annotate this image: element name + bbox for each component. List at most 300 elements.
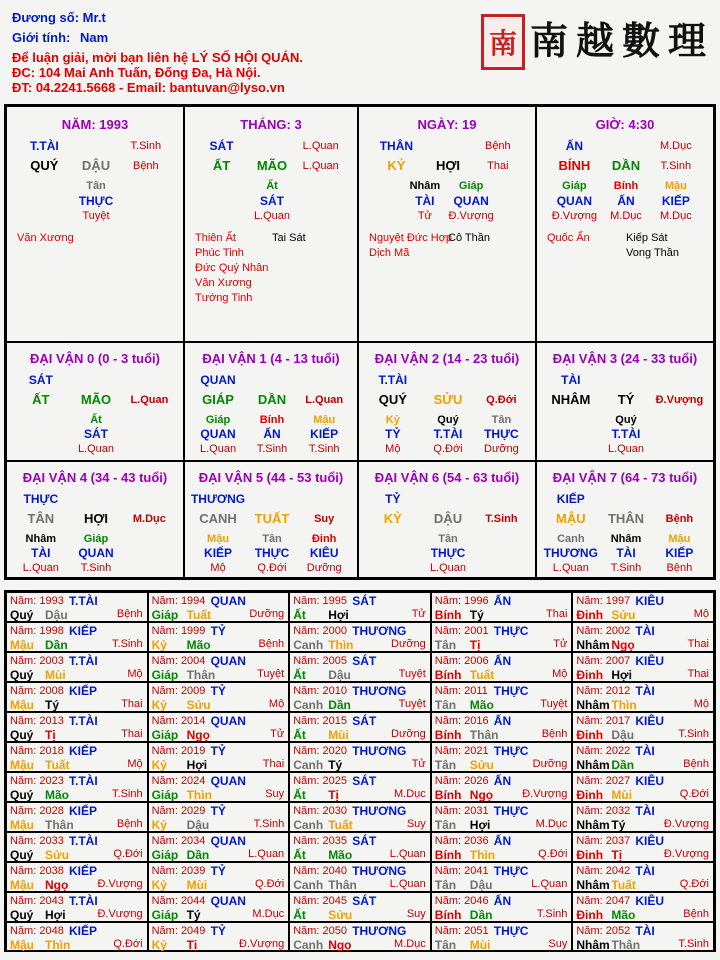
hidden-god: TÀI <box>616 546 636 560</box>
year-prefix: Năm: <box>10 865 40 877</box>
dai-van-title: ĐẠI VẬN 2 (14 - 23 tuổi) <box>374 351 520 366</box>
year-stage: Thai <box>687 638 709 650</box>
pillar-branch: HỢI <box>435 158 461 173</box>
year-branch: Thìn <box>186 788 212 802</box>
pillar-stem-god: ẤN <box>565 139 584 153</box>
year-branch: Sửu <box>45 848 70 862</box>
year-stem: Quý <box>10 908 34 922</box>
year-branch: Dậu <box>469 878 493 892</box>
year-number: 2043 <box>39 895 64 907</box>
year-stage: Tuyệt <box>257 668 285 680</box>
year-branch: Tý <box>469 608 484 622</box>
year-stage: M.Dục <box>394 938 426 950</box>
year-branch: Mão <box>328 848 353 862</box>
year-stage: Tuyệt <box>398 698 426 710</box>
hidden-stem: Bính <box>613 180 639 192</box>
year-branch: Tị <box>469 638 481 652</box>
year-branch: Thân <box>45 818 74 832</box>
year-stage: L.Quan <box>389 848 426 860</box>
year-stage: Mộ <box>127 758 143 770</box>
year-god: THỰC <box>493 744 529 758</box>
year-cell <box>431 742 573 772</box>
year-label <box>10 625 64 637</box>
year-prefix: Năm: <box>10 835 40 847</box>
year-god: THỰC <box>493 624 529 638</box>
year-cell <box>6 832 148 862</box>
year-number: 2042 <box>605 865 631 877</box>
year-stem: Giáp <box>151 728 179 742</box>
year-branch: Tý <box>45 698 60 712</box>
year-stem: Nhâm <box>576 638 610 652</box>
year-number: 2036 <box>464 835 489 847</box>
seal-logo <box>481 14 525 70</box>
year-stem: Canh <box>293 818 324 832</box>
year-god: QUAN <box>210 654 246 668</box>
year-stage: M.Dục <box>252 908 285 920</box>
year-god: QUAN <box>210 774 246 788</box>
year-god: QUAN <box>210 594 246 608</box>
star-inauspicious: Vong Thần <box>626 247 680 259</box>
dai-van-branch: HỢI <box>83 511 109 526</box>
year-branch: Tý <box>186 908 201 922</box>
year-god: KIÊU <box>635 714 665 728</box>
year-stage: Đ.Vượng <box>97 908 143 920</box>
year-branch: Tị <box>45 728 56 742</box>
pillar-stem: QUÝ <box>30 158 59 173</box>
dai-van-0 <box>6 342 184 461</box>
star-auspicious: Thiên Ất <box>195 232 236 244</box>
year-stage: Dưỡng <box>532 758 568 770</box>
year-prefix: Năm: <box>151 895 181 907</box>
year-cell <box>572 592 714 622</box>
year-prefix: Năm: <box>293 775 323 787</box>
year-cell <box>148 622 290 652</box>
year-label <box>435 655 489 667</box>
year-label <box>576 715 630 727</box>
pillar-title: NGÀY: 19 <box>417 117 477 132</box>
year-cell <box>148 652 290 682</box>
year-stem: Đinh <box>576 788 604 802</box>
year-label <box>293 805 347 817</box>
hidden-stage: L.Quan <box>552 562 589 574</box>
year-stem: Đinh <box>576 848 604 862</box>
year-prefix: Năm: <box>293 895 323 907</box>
year-god: TỶ <box>210 924 226 938</box>
year-cell <box>148 712 290 742</box>
year-stage: Mộ <box>693 608 709 620</box>
pillar-branch: DẬU <box>81 158 111 173</box>
hidden-stem: Nhâm <box>610 533 642 545</box>
year-number: 2040 <box>322 865 348 877</box>
year-label <box>293 895 347 907</box>
year-label <box>10 775 64 787</box>
year-stem: Tân <box>434 938 457 952</box>
year-label <box>435 775 489 787</box>
hidden-stem: Tân <box>438 533 458 545</box>
year-prefix: Năm: <box>434 775 465 787</box>
year-prefix: Năm: <box>434 865 465 877</box>
year-stage: Tử <box>553 638 568 650</box>
year-label <box>435 925 489 937</box>
year-prefix: Năm: <box>576 835 606 847</box>
year-number: 2047 <box>605 895 631 907</box>
year-cell <box>6 712 148 742</box>
year-number: 2027 <box>605 775 631 787</box>
year-prefix: Năm: <box>434 625 465 637</box>
year-cell <box>431 862 573 892</box>
year-stem: Canh <box>293 878 324 892</box>
pillar-3 <box>536 106 714 342</box>
year-stage: T.Sinh <box>112 638 143 650</box>
year-cell <box>289 802 431 832</box>
year-prefix: Năm: <box>10 715 40 727</box>
year-stem: Ất <box>293 848 306 862</box>
year-stage: Bệnh <box>683 908 709 920</box>
dai-van-title: ĐẠI VẬN 0 (0 - 3 tuổi) <box>29 351 160 366</box>
hidden-stem: Tân <box>262 533 282 545</box>
year-stage: Suy <box>406 818 426 830</box>
year-number: 2033 <box>39 835 64 847</box>
year-prefix: Năm: <box>434 595 465 607</box>
year-number: 2051 <box>464 925 489 937</box>
year-cell <box>6 592 148 622</box>
hidden-god: KIẾP <box>310 427 339 441</box>
year-stage: L.Quan <box>248 848 285 860</box>
dai-van-god: KIẾP <box>556 492 585 506</box>
year-stage: T.Sinh <box>112 788 143 800</box>
dai-van-title: ĐẠI VẬN 4 (34 - 43 tuổi) <box>22 470 168 485</box>
year-cell <box>148 592 290 622</box>
year-stem: Ất <box>293 668 306 682</box>
hidden-god: THƯƠNG <box>543 546 598 560</box>
year-stage: Bệnh <box>258 638 285 650</box>
year-label <box>10 685 64 697</box>
year-god: ẤN <box>493 894 512 908</box>
hidden-stem: Ất <box>266 180 278 192</box>
year-god: THƯƠNG <box>352 804 407 818</box>
year-god: TÀI <box>635 744 655 758</box>
year-prefix: Năm: <box>151 835 181 847</box>
year-stage: Đ.Vượng <box>522 788 568 800</box>
year-number: 2003 <box>39 655 64 667</box>
year-label <box>10 925 64 937</box>
year-god: KIẾP <box>69 744 98 758</box>
year-stem: Mậu <box>10 818 34 832</box>
year-number: 2002 <box>605 625 631 637</box>
year-number: 2006 <box>464 655 489 667</box>
year-stage: Mộ <box>127 668 143 680</box>
year-branch: Ngọ <box>611 638 635 652</box>
year-god: TÀI <box>635 804 655 818</box>
dai-van-stage: Suy <box>314 513 335 525</box>
year-label <box>10 835 64 847</box>
year-god: QUAN <box>210 894 246 908</box>
year-cell <box>572 862 714 892</box>
dai-van-stem: GIÁP <box>202 392 234 407</box>
hidden-stem: Kỷ <box>385 414 400 426</box>
year-cell <box>431 712 573 742</box>
year-branch: Tuất <box>469 668 495 682</box>
year-stage: Thai <box>687 668 709 680</box>
pillar-stem-god: SÁT <box>209 139 234 153</box>
year-number: 2037 <box>605 835 631 847</box>
year-label <box>152 865 206 877</box>
dai-van-5 <box>184 461 358 578</box>
year-stem: Quý <box>10 668 34 682</box>
year-cell <box>289 592 431 622</box>
year-label <box>576 685 630 697</box>
year-cell <box>431 652 573 682</box>
year-label <box>576 895 630 907</box>
year-stem: Mậu <box>10 938 34 952</box>
year-branch: Dần <box>186 848 210 862</box>
year-branch: Tuất <box>45 758 70 772</box>
year-label <box>435 715 489 727</box>
year-branch: Thìn <box>328 638 354 652</box>
year-stem: Canh <box>293 938 324 952</box>
year-god: ẤN <box>493 714 512 728</box>
year-number: 2017 <box>605 715 631 727</box>
hidden-stage: Dưỡng <box>484 443 519 455</box>
year-stage: Dưỡng <box>249 608 285 620</box>
pillar-branch-stage: Thai <box>487 160 509 172</box>
pillar-branch: MÃO <box>256 158 288 173</box>
year-prefix: Năm: <box>576 625 606 637</box>
hidden-stage: L.Quan <box>22 562 59 574</box>
dai-van-2 <box>358 342 536 461</box>
hidden-god: KIÊU <box>309 546 339 560</box>
hidden-god: KIẾP <box>665 546 694 560</box>
year-stem: Tân <box>434 818 457 832</box>
year-cell <box>572 622 714 652</box>
hidden-stem: Giáp <box>205 414 231 426</box>
dai-van-god: THƯƠNG <box>190 492 246 506</box>
year-god: ẤN <box>493 774 512 788</box>
year-stem: Đinh <box>576 908 604 922</box>
pillar-branch-stage: Bệnh <box>132 160 159 172</box>
pillar-stem-stage: L.Quan <box>302 140 339 152</box>
year-god: THỰC <box>493 804 529 818</box>
hidden-stage: L.Quan <box>200 443 237 455</box>
hidden-god: T.TÀI <box>433 427 463 441</box>
year-prefix: Năm: <box>10 655 40 667</box>
year-number: 2041 <box>464 865 489 877</box>
chart-grid <box>4 104 716 580</box>
year-prefix: Năm: <box>151 655 181 667</box>
year-branch: Mão <box>469 698 494 712</box>
year-stage: Dưỡng <box>391 638 426 650</box>
year-branch: Ngọ <box>328 938 352 952</box>
year-cell <box>289 742 431 772</box>
hidden-stage: Q.Đới <box>433 443 463 455</box>
year-prefix: Năm: <box>10 745 40 757</box>
hidden-stage: T.Sinh <box>610 562 642 574</box>
year-stem: Bính <box>434 788 462 802</box>
year-stem: Giáp <box>151 668 179 682</box>
year-branch: Mùi <box>45 668 66 682</box>
hidden-god: TÀI <box>415 194 435 208</box>
year-cell <box>431 832 573 862</box>
dai-van-stem: QUÝ <box>378 392 407 407</box>
year-branch: Hợi <box>611 668 632 682</box>
year-stem: Kỷ <box>151 698 167 712</box>
year-god: TỶ <box>210 624 226 638</box>
year-prefix: Năm: <box>434 925 465 937</box>
star-inauspicious: Kiếp Sát <box>626 232 668 244</box>
year-cell <box>289 652 431 682</box>
year-branch: Tý <box>611 818 626 832</box>
year-stage: M.Dục <box>535 818 568 830</box>
year-number: 2025 <box>322 775 348 787</box>
pillar-stem-stage: M.Dục <box>659 140 692 152</box>
hidden-god: ẤN <box>617 194 635 208</box>
year-stem: Canh <box>293 638 324 652</box>
star-auspicious: Văn Xương <box>195 277 252 289</box>
year-prefix: Năm: <box>293 655 323 667</box>
year-god: TỶ <box>210 864 226 878</box>
year-number: 2014 <box>180 715 206 727</box>
year-label <box>576 865 630 877</box>
year-god: THƯƠNG <box>352 924 407 938</box>
dai-van-3 <box>536 342 714 461</box>
dai-van-branch: MÃO <box>80 392 112 407</box>
year-stage: Q.Đới <box>679 788 709 800</box>
pillar-title: NĂM: 1993 <box>61 117 129 132</box>
year-stage: Mộ <box>693 698 709 710</box>
year-label <box>152 775 206 787</box>
star-auspicious: Đức Quý Nhân <box>195 262 269 274</box>
year-number: 2044 <box>180 895 206 907</box>
year-stage: Suy <box>548 938 568 950</box>
year-stem: Giáp <box>151 908 179 922</box>
year-label <box>152 655 206 667</box>
hidden-stage: T.Sinh <box>308 443 340 455</box>
dai-van-stem: TÂN <box>27 511 55 526</box>
gender-value: Nam <box>79 30 109 45</box>
year-label <box>293 865 347 877</box>
dai-van-stem: KỶ <box>383 511 402 526</box>
star-inauspicious: Tai Sát <box>272 232 306 244</box>
hidden-god: ẤN <box>263 427 281 441</box>
year-prefix: Năm: <box>576 655 606 667</box>
dai-van-stage: Q.Đới <box>486 394 517 406</box>
year-cell <box>289 622 431 652</box>
year-number: 2026 <box>464 775 489 787</box>
year-stage: Thai <box>121 728 143 740</box>
year-label <box>435 745 489 757</box>
year-label <box>10 715 64 727</box>
year-branch: Mão <box>186 638 211 652</box>
year-prefix: Năm: <box>151 865 181 877</box>
year-god: KIÊU <box>635 834 665 848</box>
year-number: 2005 <box>322 655 348 667</box>
year-branch: Sửu <box>186 698 211 712</box>
year-label <box>576 775 630 787</box>
owner-label: Đương số: <box>12 10 80 25</box>
year-stage: Tuyệt <box>398 668 426 680</box>
year-god: TỶ <box>210 684 226 698</box>
year-stage: Bệnh <box>116 608 143 620</box>
hidden-stem: Tân <box>86 180 106 192</box>
year-god: T.TÀI <box>69 774 98 788</box>
year-prefix: Năm: <box>576 685 606 697</box>
pillar-branch: DẦN <box>611 158 641 173</box>
year-cell <box>572 892 714 922</box>
year-branch: Sửu <box>328 908 353 922</box>
year-number: 2038 <box>39 865 64 877</box>
year-stage: L.Quan <box>389 878 426 890</box>
dai-van-title: ĐẠI VẬN 1 (4 - 13 tuổi) <box>202 351 340 366</box>
year-label <box>435 805 489 817</box>
year-cell <box>572 772 714 802</box>
year-number: 2004 <box>180 655 206 667</box>
year-branch: Hợi <box>328 608 349 622</box>
year-number: 2019 <box>180 745 206 757</box>
pillar-branch-stage: L.Quan <box>302 160 339 172</box>
year-god: ẤN <box>493 594 512 608</box>
hidden-stage: T.Sinh <box>256 443 288 455</box>
dai-van-title: ĐẠI VẬN 7 (64 - 73 tuổi) <box>552 470 698 485</box>
year-branch: Ngọ <box>45 878 69 892</box>
hidden-god: KIẾP <box>204 546 233 560</box>
year-number: 2020 <box>322 745 348 757</box>
hidden-stem: Giáp <box>562 180 587 192</box>
pillar-stem-stage: Bệnh <box>484 140 511 152</box>
hidden-stage: T.Sinh <box>80 562 112 574</box>
year-prefix: Năm: <box>293 835 323 847</box>
year-label <box>576 595 630 607</box>
star-auspicious: Phúc Tinh <box>195 247 244 259</box>
dai-van-god: THỰC <box>23 492 59 506</box>
year-cell <box>572 652 714 682</box>
year-branch: Mùi <box>469 938 491 952</box>
year-god: KIẾP <box>69 924 98 938</box>
year-cell <box>289 682 431 712</box>
year-label <box>10 895 64 907</box>
hidden-stem: Tân <box>491 414 512 426</box>
year-cell <box>431 922 573 952</box>
pillar-stem: BÍNH <box>558 158 591 173</box>
year-stage: T.Sinh <box>536 908 568 920</box>
year-label <box>152 625 206 637</box>
year-prefix: Năm: <box>10 925 40 937</box>
year-god: T.TÀI <box>69 894 98 908</box>
year-number: 2008 <box>39 685 64 697</box>
year-branch: Tý <box>328 758 343 772</box>
year-god: KIẾP <box>69 804 98 818</box>
year-stage: Q.Đới <box>113 938 143 950</box>
year-prefix: Năm: <box>151 805 181 817</box>
year-god: ẤN <box>493 834 512 848</box>
year-stem: Bính <box>434 728 462 742</box>
hidden-stem: Giáp <box>83 533 109 545</box>
year-prefix: Năm: <box>434 715 465 727</box>
year-label <box>576 625 630 637</box>
year-stem: Ất <box>293 788 306 802</box>
pillar-title: THÁNG: 3 <box>240 117 302 132</box>
year-number: 2030 <box>322 805 348 817</box>
hidden-god: TỶ <box>385 427 401 441</box>
year-number: 2024 <box>180 775 206 787</box>
year-prefix: Năm: <box>434 655 465 667</box>
year-stage: Tử <box>270 728 285 740</box>
year-number: 2001 <box>464 625 489 637</box>
year-number: 2052 <box>605 925 631 937</box>
dai-van-branch: TÝ <box>617 392 635 407</box>
year-prefix: Năm: <box>293 625 323 637</box>
year-stage: T.Sinh <box>253 818 285 830</box>
year-branch: Thìn <box>45 938 71 952</box>
